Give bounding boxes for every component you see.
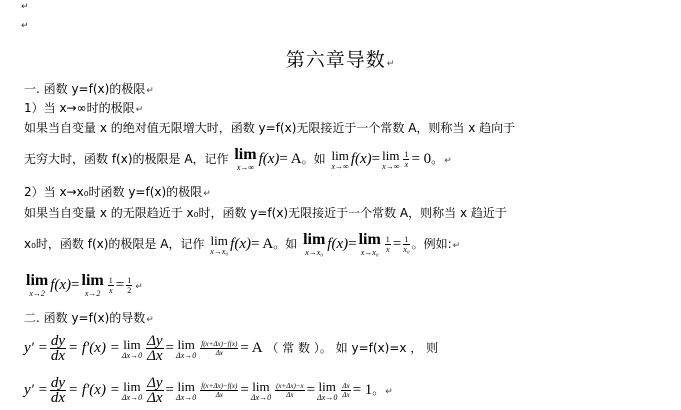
limit-operator: lim x→∞ bbox=[382, 147, 400, 171]
subsection-heading: 2）当 x→x₀时函数 y=f(x)的极限↵ bbox=[24, 185, 211, 199]
limit-operator: lim Δx→0 bbox=[176, 336, 197, 360]
section-heading: 一. 函数 y=f(x)的极限↵ bbox=[24, 82, 154, 96]
fraction: $\frac{\Delta y}{\Delta x}$ bbox=[147, 375, 163, 406]
paragraph-text: 如果当自变量 x 的绝对值无限增大时，函数 y=f(x)无限接近于一个常数 A，则称当 x 趋向于 bbox=[24, 121, 516, 135]
fraction: $\frac{f(x+\Delta x)-f(x)}{\Delta x}$ bbox=[201, 382, 238, 399]
limit-definition-line: x₀时，函数 f(x)的极限是 A，记作 lim x→x₀ f(x)= A。如 lim x→x₀ f(x)= lim x→x₀ $\frac{1}{x}$ = $\frac{1}{\text{x₀}}$ 。例如:↵ bbox=[24, 231, 461, 257]
fraction: $\frac{1}{x}$ bbox=[404, 150, 409, 169]
section-heading: 二. 函数 y=f(x)的导数↵ bbox=[24, 311, 154, 325]
limit-definition-line: 无穷大时，函数 f(x)的极限是 A，记作 lim x→∞ f(x)= A。如 lim x→∞ f(x)= lim x→∞ $\frac{1}{x}$ = 0。↵ bbox=[24, 146, 452, 172]
limit-example-line: lim x→2 f(x)= lim x→2 $\frac{1}{x}$ = $\frac{1}{2}$ ↵ bbox=[26, 272, 143, 298]
limit-operator: lim Δx→0 bbox=[121, 378, 143, 402]
paragraph-text: 如果当自变量 x 的无限趋近于 x₀时，函数 y=f(x)无限接近于一个常数 A，则称当 x 趋近于 bbox=[24, 206, 507, 220]
fraction: $\frac{\Delta x}{\Delta x}$ bbox=[342, 382, 350, 399]
derivative-definition-line: y′ = $\frac{dy}{dx}$ = f′(x) = lim Δx→0 $\frac{\Delta y}{\Delta x}$ = lim Δx→0 $\frac{f(x+\Delta x)-f(x)}{\Delta x}$ = A （ 常 数 ）。 如 y=f(x)=x ， 则 bbox=[24, 333, 439, 364]
limit-operator: lim Δx→0 bbox=[176, 378, 197, 402]
derivative-example-line: y′ = $\frac{dy}{dx}$ = f′(x) = lim Δx→0 $\frac{\Delta y}{\Delta x}$ = lim Δx→0 $\frac{f(x+\Delta x)-f(x)}{\Delta x}$ = lim Δx→0 $\frac{(x+\Delta x)-x}{\Delta x}$ = lim Δx→0 $\frac{\Delta x}{\Delta x}$ = 1。↵ bbox=[24, 375, 393, 406]
fraction: $\frac{f(x+\Delta x)-f(x)}{\Delta x}$ bbox=[201, 340, 238, 357]
limit-operator: lim Δx→0 bbox=[317, 378, 338, 402]
subsection-heading: 1）当 x→∞时的极限↵ bbox=[24, 101, 144, 115]
fraction: $\frac{1}{x}$ bbox=[385, 235, 390, 254]
limit-operator: lim x→∞ bbox=[234, 146, 257, 172]
limit-operator: lim Δx→0 bbox=[250, 378, 272, 402]
paragraph-mark: ↵ bbox=[21, 21, 29, 31]
limit-operator: lim x→x₀ bbox=[303, 231, 326, 257]
page-title: 第六章导数↵ bbox=[285, 49, 396, 71]
limit-operator: lim x→2 bbox=[81, 272, 104, 298]
fraction: $\frac{dy}{dx}$ bbox=[50, 333, 65, 364]
limit-operator: lim x→x₀ bbox=[210, 232, 229, 256]
fraction: $\frac{1}{x}$ bbox=[108, 276, 113, 295]
fraction: $\frac{dy}{dx}$ bbox=[50, 375, 65, 406]
fraction: $\frac{1}{2}$ bbox=[127, 276, 132, 295]
limit-operator: lim x→∞ bbox=[331, 147, 349, 171]
paragraph-mark: ↵ bbox=[21, 2, 29, 12]
fraction: $\frac{\Delta y}{\Delta x}$ bbox=[147, 333, 163, 364]
limit-operator: lim x→x₀ bbox=[358, 231, 381, 257]
limit-operator: lim Δx→0 bbox=[121, 336, 143, 360]
fraction: $\frac{(x+\Delta x)-x}{\Delta x}$ bbox=[276, 382, 304, 399]
fraction: $\frac{1}{\text{x₀}}$ bbox=[403, 235, 410, 254]
limit-operator: lim x→2 bbox=[26, 272, 49, 298]
